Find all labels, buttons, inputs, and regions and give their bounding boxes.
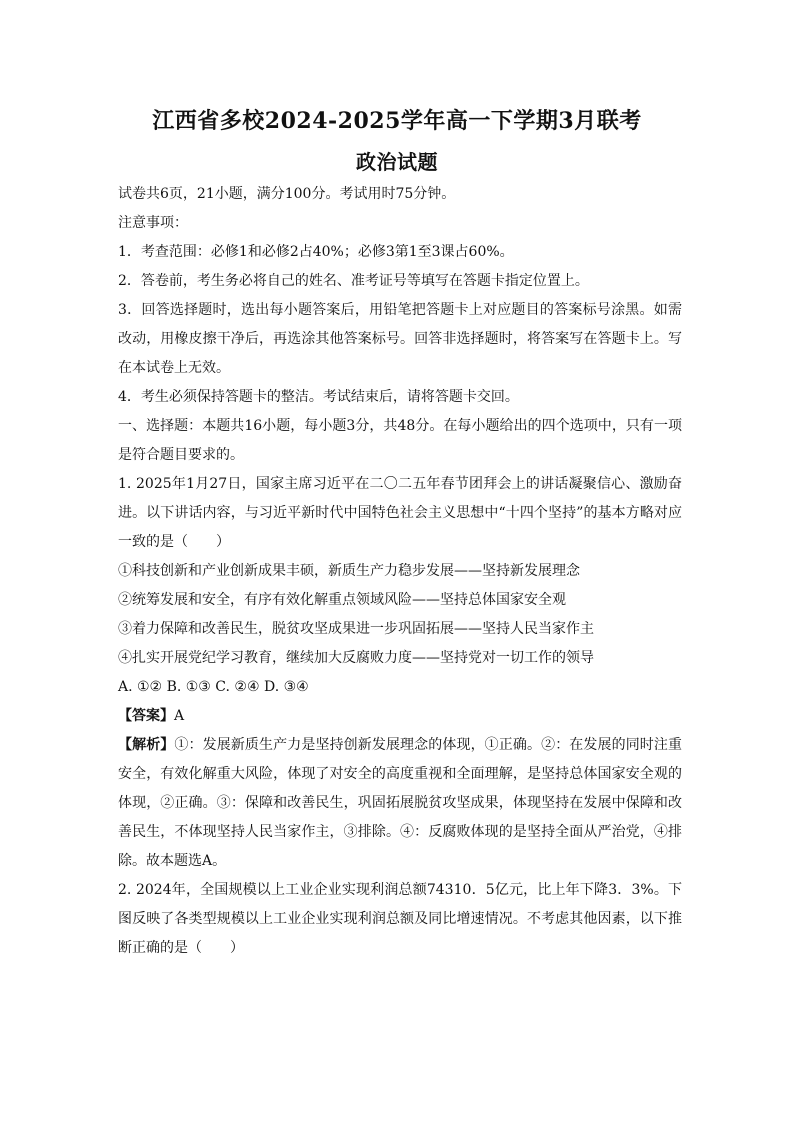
answer-choices: A. ①② B. ①③ C. ②④ D. ③④ bbox=[118, 679, 309, 695]
analysis-block bbox=[118, 731, 682, 876]
answer-label: 【答案】 bbox=[118, 708, 174, 724]
page-subtitle: 政治试题 bbox=[356, 150, 438, 174]
note-item: 2．答卷前，考生务必将自己的姓名、准考证号等填写在答题卡指定位置上。 bbox=[118, 273, 589, 289]
question-stem: 1. 2025年1月27日，国家主席习近平在二〇二五年春节团拜会上的讲话凝聚信心、激励奋进。以下讲话内容，与习近平新时代中国特色社会主义思想中“十四个坚持”的基本方略对应一致的是（ ） bbox=[118, 476, 682, 550]
exam-info: 试卷共6页，21小题，满分100分。考试用时75分钟。 bbox=[118, 186, 456, 202]
page-title: 江西省多校2024-2025学年高一下学期3月联考 bbox=[152, 108, 642, 134]
note-item: 4．考生必须保持答题卡的整洁。考试结束后，请将答题卡交回。 bbox=[118, 389, 519, 405]
analysis-text: ①：发展新质生产力是坚持创新发展理念的体现，①正确。②：在发展的同时注重安全，有效化解重大风险，体现了对安全的高度重视和全面理解，是坚持总体国家安全观的体现，②正确。③：保障和改善民生，巩固拓展脱贫攻坚成果，体现坚持在发展中保障和改善民生，不体现坚持人民当家作主，③排除。④：反腐败体现的是坚持全面从严治党，④排除。故本题选A。 bbox=[118, 737, 683, 869]
answer-line bbox=[118, 702, 682, 731]
section-heading: 一、选择题：本题共16小题，每小题3分，共48分。在每小题给出的四个选项中，只有一项是符合题目要求的。 bbox=[118, 418, 682, 463]
question-option: ③着力保障和改善民生，脱贫攻坚成果进一步巩固拓展——坚持人民当家作主 bbox=[118, 621, 594, 637]
question-option: ④扎实开展党纪学习教育，继续加大反腐败力度——坚持党对一切工作的领导 bbox=[118, 650, 594, 666]
question-stem: 2. 2024年，全国规模以上工业企业实现利润总额74310．5亿元，比上年下降3．3%。下图反映了各类型规模以上工业企业实现利润总额及同比增速情况。不考虑其他因素，以下推断正确的是（ ） bbox=[118, 882, 682, 956]
analysis-label: 【解析】 bbox=[118, 737, 175, 753]
question-option: ①科技创新和产业创新成果丰硕，新质生产力稳步发展——坚持新发展理念 bbox=[118, 563, 580, 579]
notes-heading: 注意事项： bbox=[118, 215, 188, 231]
document-body bbox=[118, 180, 682, 963]
question-option: ②统筹发展和安全，有序有效化解重点领域风险——坚持总体国家安全观 bbox=[118, 592, 566, 608]
note-item: 1．考查范围：必修1和必修2占40%；必修3第1至3课占60%。 bbox=[118, 244, 514, 260]
answer-value: A bbox=[174, 708, 185, 724]
note-item: 3．回答选择题时，选出每小题答案后，用铅笔把答题卡上对应题目的答案标号涂黑。如需改动，用橡皮擦干净后，再选涂其他答案标号。回答非选择题时，将答案写在答题卡上。写在本试卷上无效。 bbox=[118, 302, 682, 376]
